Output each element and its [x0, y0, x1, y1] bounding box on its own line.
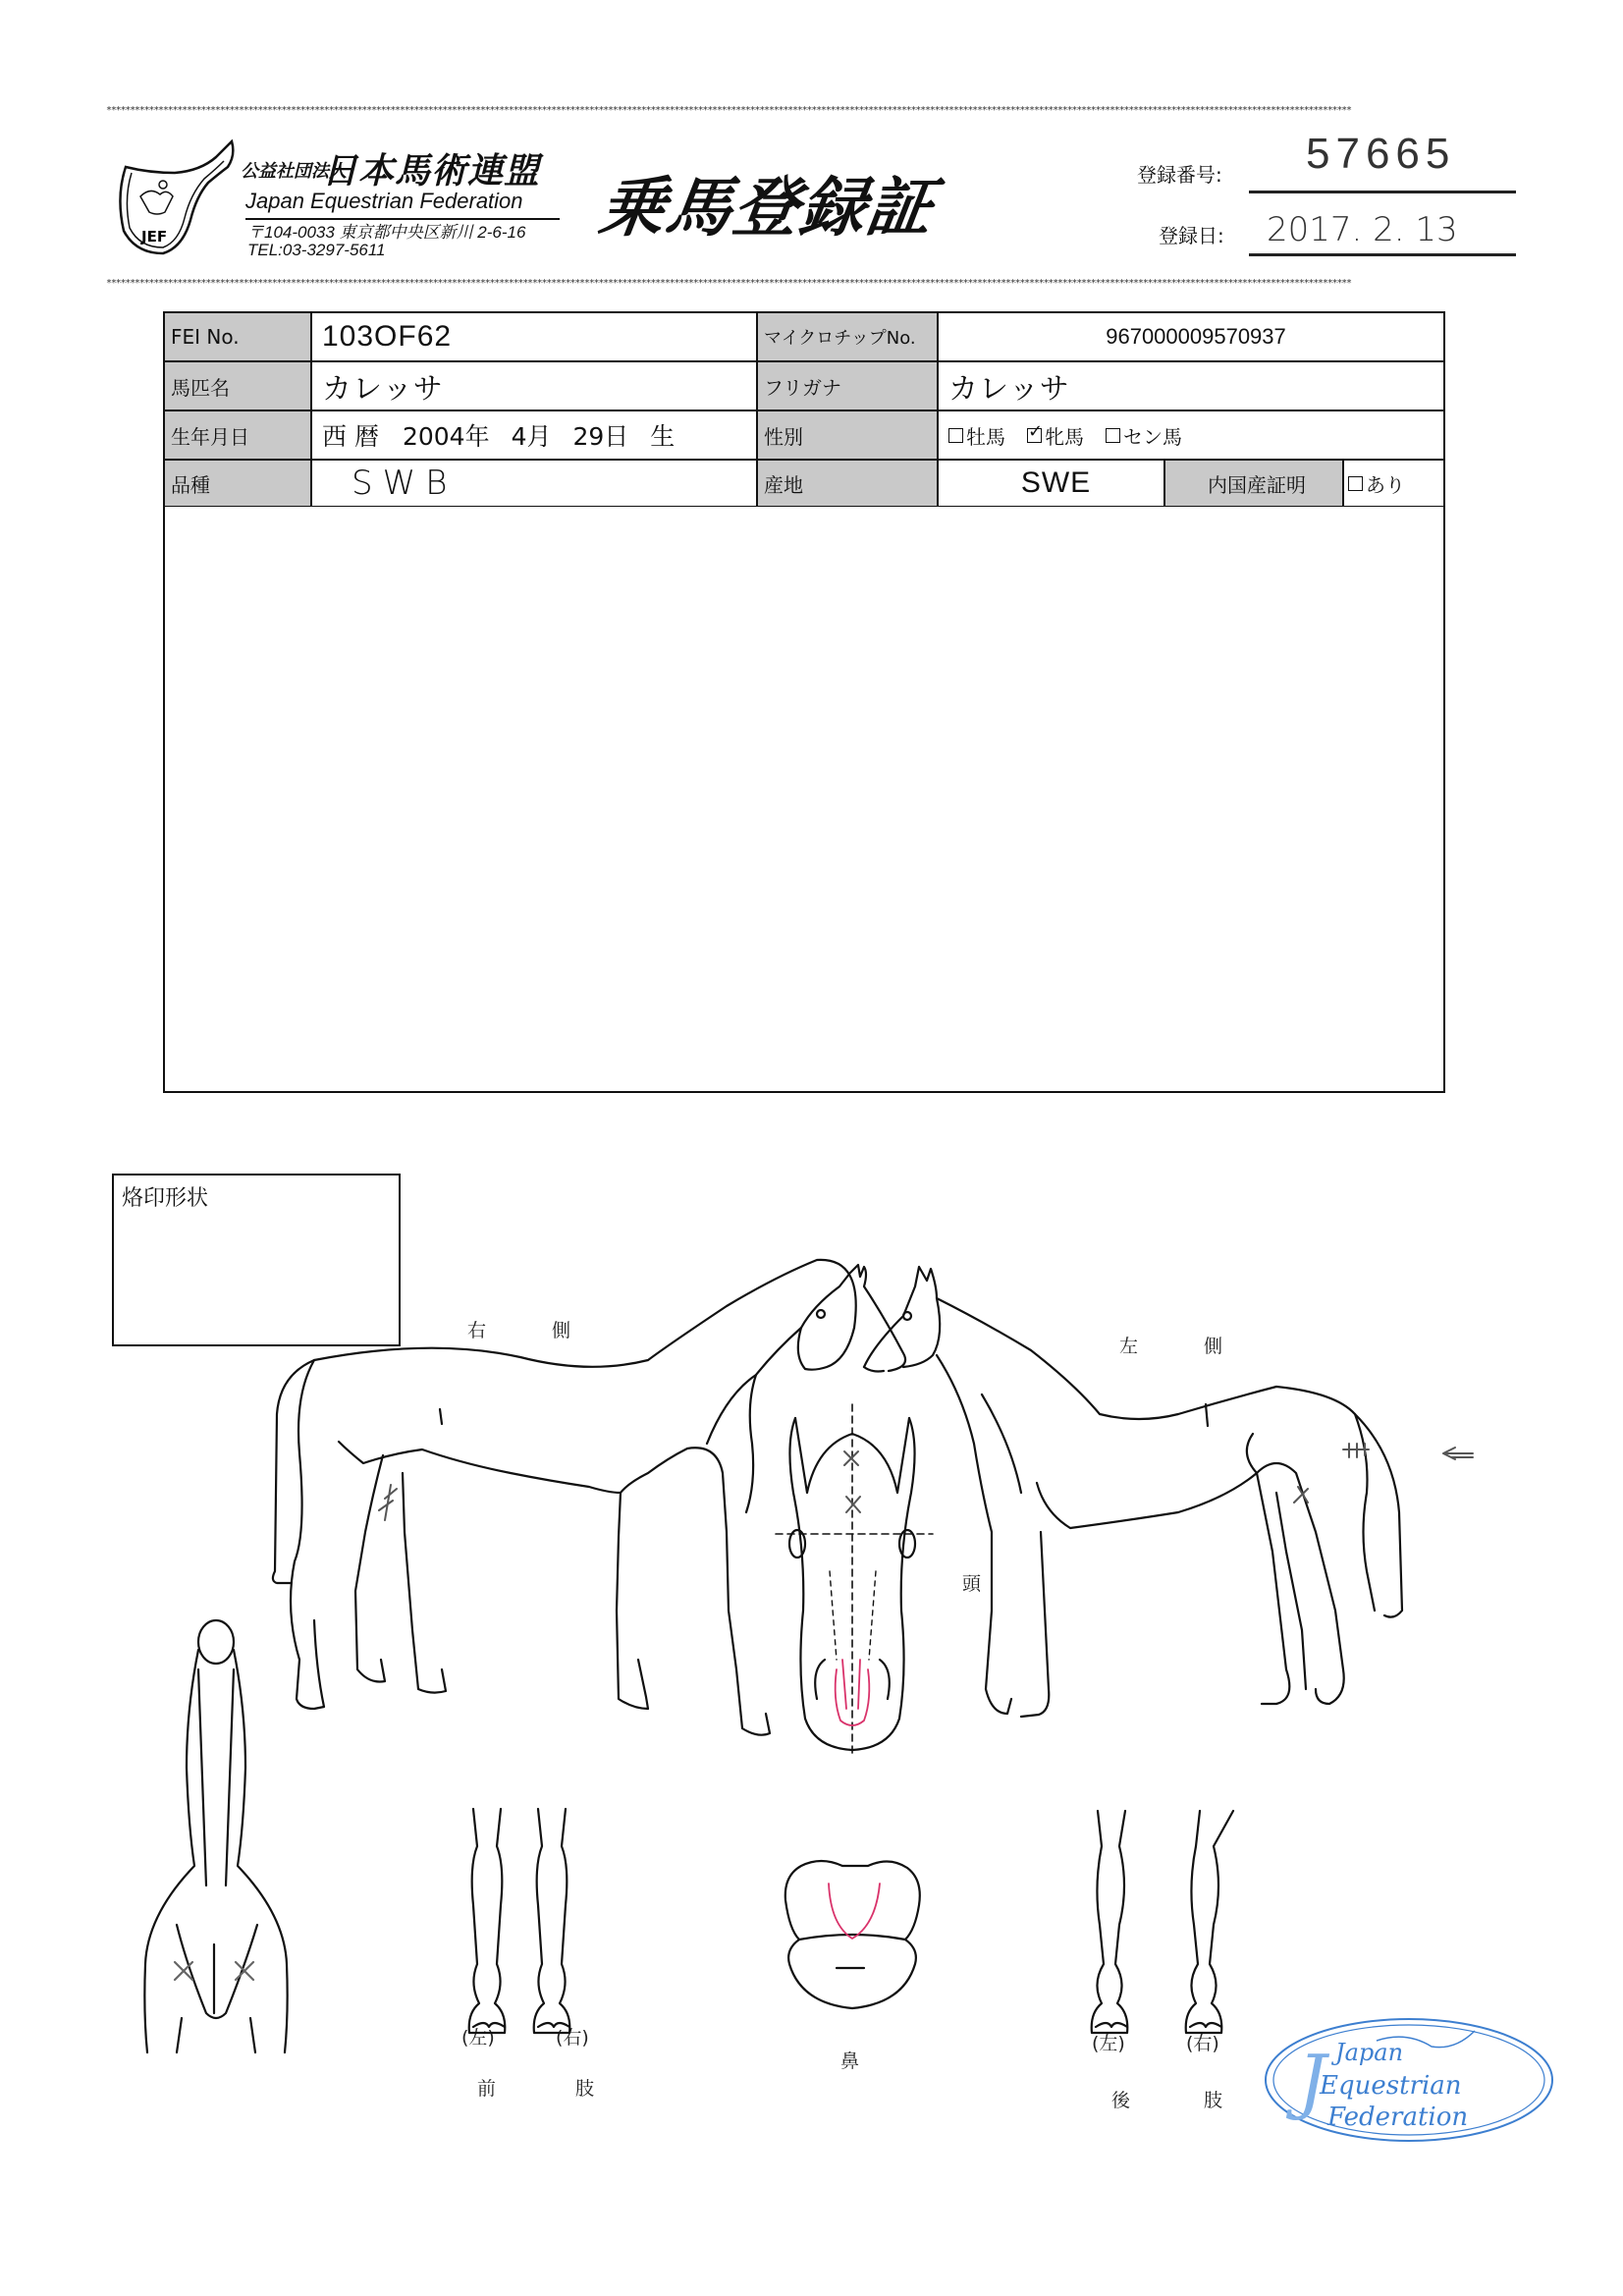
horse-name-label: 馬匹名	[164, 361, 311, 410]
hindlimb-caption-1: 後	[1111, 2090, 1131, 2111]
birth-date-suffix: 生	[650, 422, 676, 451]
registration-number-label: 登録番号:	[1137, 163, 1222, 187]
org-name-en: Japan Equestrian Federation	[245, 189, 523, 213]
forelimb-caption-2: 肢	[575, 2078, 595, 2100]
registration-number: 57665	[1306, 130, 1456, 178]
document-title: 乗馬登録証	[594, 170, 940, 246]
svg-text:Japan: Japan	[1335, 2039, 1404, 2066]
left-side-label-2: 側	[1204, 1336, 1223, 1357]
org-name-jp: 日本馬術連盟	[322, 151, 541, 191]
head-front-drawing	[776, 1404, 933, 1758]
microchip-label: マイクロチップNo.	[757, 312, 938, 361]
hindlimb-right-label: (右)	[1186, 2033, 1219, 2054]
birth-date-era: 西 暦	[322, 422, 379, 451]
hindlimb-left-label: (左)	[1092, 2033, 1125, 2054]
forelimb-caption-1: 前	[477, 2078, 497, 2100]
hindlimb-caption-2: 肢	[1204, 2090, 1223, 2111]
left-side-horse-drawing	[864, 1267, 1402, 1717]
right-side-label-1: 右	[467, 1320, 487, 1341]
microchip-value: 967000009570937	[938, 312, 1444, 361]
option-label: あり	[1366, 472, 1405, 497]
birth-date-day: 29日	[572, 422, 629, 451]
svg-text:Equestrian: Equestrian	[1320, 2071, 1462, 2101]
breed-value: SWB	[311, 460, 757, 507]
svg-text:Federation: Federation	[1327, 2103, 1469, 2132]
registration-date-label: 登録日:	[1159, 224, 1224, 247]
forelimb-front-drawings	[469, 1809, 570, 2033]
left-side-label-1: 左	[1119, 1336, 1139, 1357]
neck-top-view-drawing	[144, 1620, 287, 2052]
bottom-star-rule: ***********************************************************************************************************************************************************************************************************************************************************************	[106, 278, 1351, 289]
horse-name-value: カレッサ	[311, 361, 757, 410]
forelimb-right-label: (右)	[556, 2027, 589, 2049]
option-label: セン馬	[1123, 424, 1182, 449]
svg-text:J: J	[1298, 2040, 1326, 2122]
tel-line: TEL:03-3297-5611	[247, 241, 386, 259]
fei-no-value: 103OF62	[311, 312, 757, 361]
right-side-horse-drawing	[273, 1260, 905, 1735]
nose-label: 鼻	[840, 2050, 860, 2072]
option-label: 牝馬	[1045, 424, 1084, 449]
forelimb-left-label: (左)	[461, 2027, 495, 2049]
brand-shape-label: 烙印形状	[122, 1186, 209, 1211]
address-line: 〒104-0033 東京都中央区新川 2-6-16	[247, 223, 526, 242]
birth-date-year: 2004年	[402, 422, 490, 451]
registration-date: 2017. 2. 13	[1267, 210, 1458, 249]
right-side-label-2: 側	[552, 1320, 571, 1341]
breed-label: 品種	[164, 460, 311, 507]
top-star-rule: ***********************************************************************************************************************************************************************************************************************************************************************	[106, 105, 1351, 116]
org-type: 公益社団法人	[241, 161, 347, 182]
birth-date-month: 4月	[511, 422, 552, 451]
hindlimb-front-drawings	[1092, 1811, 1233, 2033]
svg-text:JEF: JEF	[141, 228, 168, 246]
option-label: 牡馬	[966, 424, 1005, 449]
origin-value: SWE	[938, 460, 1164, 507]
domestic-cert-label: 内国産証明	[1164, 460, 1343, 507]
nose-drawing	[785, 1861, 920, 2008]
furigana-value: カレッサ	[938, 361, 1444, 410]
fei-no-label: FEI No.	[164, 312, 311, 361]
jef-stamp-icon	[1259, 2011, 1559, 2149]
head-label: 頭	[962, 1573, 982, 1595]
white-marking-lines	[829, 1660, 880, 1939]
origin-label: 産地	[757, 460, 938, 507]
sex-label: 性別	[757, 410, 938, 460]
birth-date-label: 生年月日	[164, 410, 311, 460]
furigana-label: フリガナ	[757, 361, 938, 410]
